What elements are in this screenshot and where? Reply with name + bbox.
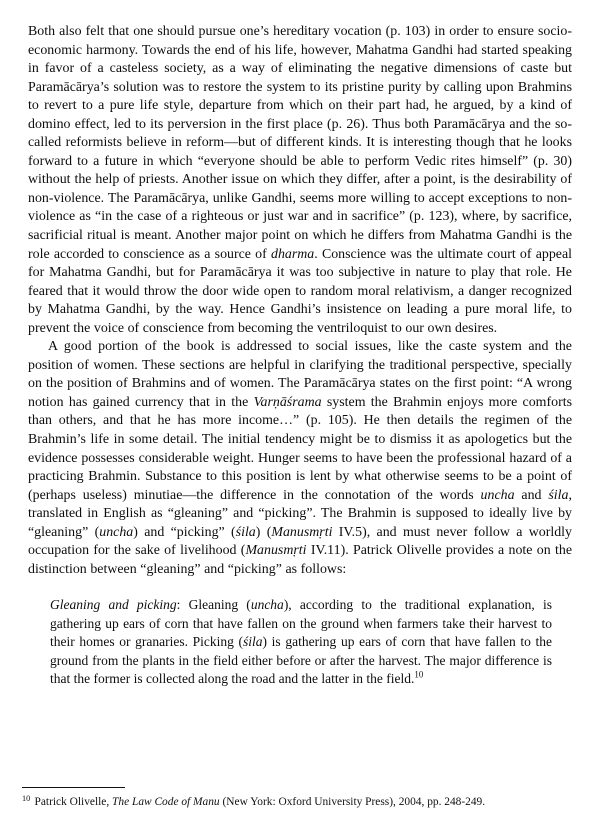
text-run: ), according to the traditional explanation, is gathering up ears of corn that have fallen on the ground when farmers take their harvest to their homes or granaries. Picking ( [50,597,552,650]
text-run: IV.5), and must never follow a worldly occupation for the sake of livelihood ( [28,524,572,559]
text-run: Both also felt that one should pursue one’s hereditary vocation (p. 103) in order to ensure socio-economic harmony. Towards the end of his life, however, Mahatma Gandhi had started speaking in favor of a casteless society, as a way of eliminating the negative dimensions of caste but Paramācārya’s solution was to restore the system to its pristine purity by calling upon Brahmins to revert to a pure life style, departure from which on their part had, he argued, by a kind of domino effect, led to its perversion in the first place (p. 26). Thus both Paramācārya and the so-called reformists believe in reform—but of different kinds. It is interesting though that he looks forward to a future in which “everyone should be able to perform Vedic rites himself” (p. 30) without the help of priests. Another issue on which they differ, after a point, is the desirability of non-violence. The Paramācārya, unlike Gandhi, seems more willing to accept exceptions to non-violence as “in the case of a righteous or just war and in sacrifice” (p. 123), where, by sacrifice, sacrificial ritual is meant. Another major point on which he differs from Mahatma Gandhi is the role accorded to conscience as a source of [28,24,572,262]
footnote-reference-marker[interactable]: 10 [414,669,424,680]
body-paragraph-1 [28,23,572,338]
italic-term: śila [243,634,263,650]
italic-term: dharma [270,246,315,262]
italic-term: Manusmṛti [245,543,307,559]
text-run: : Gleaning ( [176,597,251,613]
text-column [28,23,572,689]
footnote-text-run: (New York: Oxford University Press), 2004, pp. 248-249. [219,796,486,809]
italic-term: uncha [480,487,515,503]
footnote-zone [22,787,572,809]
italic-term: Gleaning and picking [50,597,177,613]
italic-term: uncha [250,597,284,613]
text-run: ) ( [255,524,272,540]
footnote-title-italic: The Law Code of Manu [112,796,220,809]
italic-term: uncha [99,524,134,540]
text-run: A good portion of the book is addressed to social issues, like the caste system and the position of women. These sections are helpful in clarifying the traditional perspective, specially on the position of Brahmins and of women. The Paramācārya states on the first point: “A wrong notion has gained currency that in the [28,339,572,410]
footnote-separator-rule [22,787,125,788]
italic-term: Manusmṛti [271,524,333,540]
footnote-text-run: Patrick Olivelle, [31,796,113,809]
footnote-entry-10 [22,795,572,809]
block-quote-olivelle [50,596,552,689]
text-run: system the Brahmin enjoys more comforts than others, and that he has more income…” (p. 105). He then details the regimen of the Brahmin’s life in some detail. The initial tendency might be to dismiss it as apologetics but the evidence possesses considerable weight. Hunger seems to have been the professional hazard of a practicing Brahmin. Substance to this position is lent by what otherwise seems to be a point of (perhaps useless) minutiae—the difference in the connotation of the words [28,394,572,503]
footnote-number: 10 [22,793,31,803]
italic-term: Varṇāśrama [253,394,322,410]
text-run: . Conscience was the ultimate court of appeal for Mahatma Gandhi, but for Paramācārya it was too subjective in nature to play that role. He feared that it would throw the door wide open to random moral relativism, a danger recognized by Mahatma Gandhi, by the way. Hence Gandhi’s insistence on leading a pure moral life, to prevent the voice of conscience from becoming the ventriloquist to our own desires. [28,246,573,336]
text-run: ) is gathering up ears of corn that have fallen to the ground from the plants in the field either before or after the harvest. The major difference is that the former is collected along the road and the latter in the field. [50,634,552,687]
italic-term: śila [235,524,256,540]
body-paragraph-2 [28,338,572,579]
text-run: IV.11). Patrick Olivelle provides a note on the distinction between “gleaning” and “picking” as follows: [28,543,572,577]
text-run: , translated in English as “gleaning” and “picking”. The Brahmin is supposed to ideally live by “gleaning” ( [28,487,572,540]
text-run: and [514,487,549,503]
text-run: ) and “picking” ( [133,524,236,540]
italic-term: śila [548,487,569,503]
